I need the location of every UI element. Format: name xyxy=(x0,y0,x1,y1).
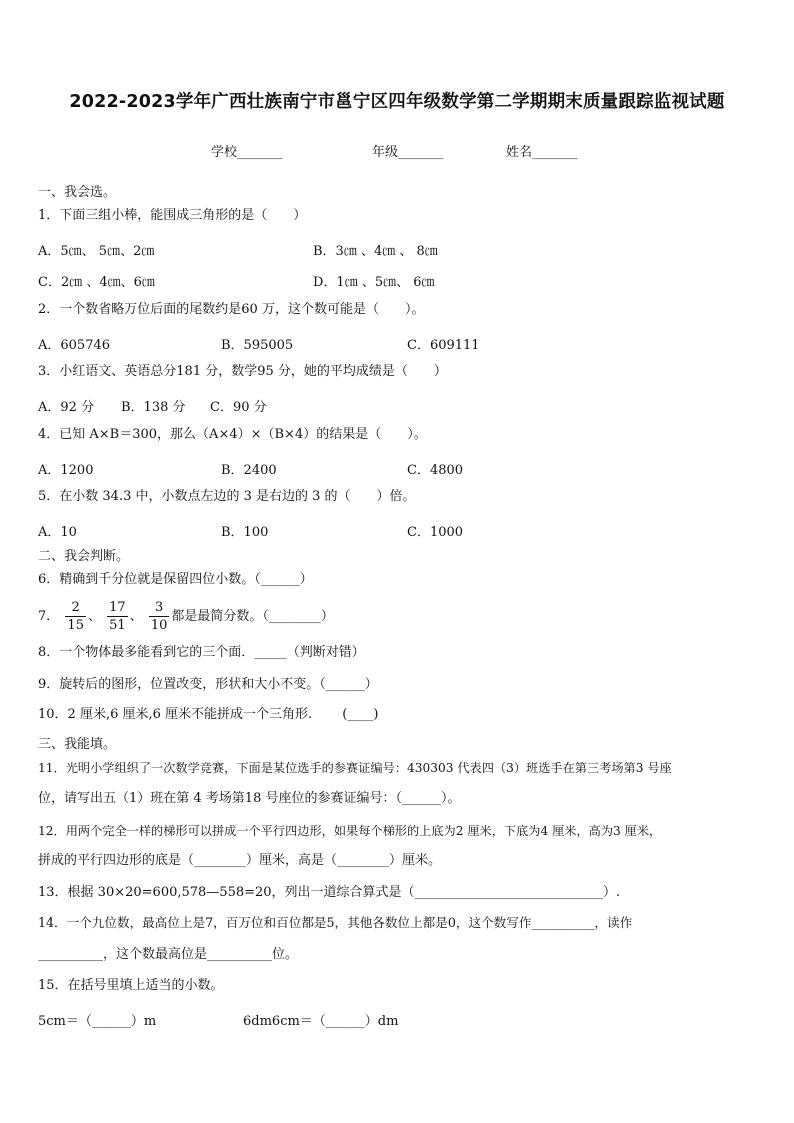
section-heading-judge: 二、我会判断。 xyxy=(38,549,130,564)
question-1-option-d: D．1㎝ 、5㎝、 6㎝ xyxy=(313,275,435,290)
question-3-option-b: B．138 分 xyxy=(121,400,186,415)
grade-label: 年级 xyxy=(372,145,399,160)
grade-field xyxy=(372,141,444,160)
question-7-suffix: 都是最简分数。（________） xyxy=(171,609,334,624)
question-15-item-b: 6dm6cm＝（______）dm xyxy=(243,1014,399,1029)
question-2-stem: 2．一个数省略万位后面的尾数约是60 万，这个数可能是（ ）。 xyxy=(38,302,425,317)
question-2-option-b: B．595005 xyxy=(221,338,294,353)
question-11-line-1: 11．光明小学组织了一次数学竞赛，下面是某位选手的参赛证编号：430303 代表四（3）班选手在第三考场第3 号座 xyxy=(38,761,672,775)
question-5-option-c: C．1000 xyxy=(407,525,464,540)
fraction-denominator: 10 xyxy=(150,618,168,633)
exam-title: 2022-2023学年广西壮族南宁市邕宁区四年级数学第二学期期末质量跟踪监视试题 xyxy=(69,92,725,112)
fraction-denominator: 51 xyxy=(109,618,126,633)
question-3-option-c: C．90 分 xyxy=(210,400,267,415)
fraction-3-10 xyxy=(149,599,170,634)
question-1-option-a: A．5㎝、 5㎝、2㎝ xyxy=(38,244,155,259)
question-10: 10．2 厘米,6 厘米,6 厘米不能拼成一个三角形. (____) xyxy=(38,707,379,722)
question-4-option-c: C．4800 xyxy=(407,463,464,478)
grade-blank: _______ xyxy=(398,145,444,160)
fraction-denominator: 15 xyxy=(67,618,84,633)
question-2-option-c: C．609111 xyxy=(407,338,480,353)
name-label: 姓名 xyxy=(506,145,533,160)
question-1-option-c: C．2㎝ 、4㎝、6㎝ xyxy=(38,275,155,290)
section-heading-fill: 三、我能填。 xyxy=(38,737,117,752)
question-3-stem: 3．小红语文、英语总分181 分，数学95 分，她的平均成绩是（ ） xyxy=(38,364,447,379)
name-field xyxy=(506,141,578,160)
school-label: 学校 xyxy=(211,145,238,160)
question-5-option-b: B．100 xyxy=(221,525,269,540)
question-2-option-a: A．605746 xyxy=(38,338,111,353)
question-4-option-b: B．2400 xyxy=(221,463,277,478)
separator: 、 xyxy=(87,609,101,624)
fraction-numerator: 17 xyxy=(109,600,126,615)
question-13: 13．根据 30×20=600,578—558=20，列出一道综合算式是（_____________________________）. xyxy=(38,885,621,900)
fraction-numerator: 3 xyxy=(154,600,164,615)
question-1-stem: 1．下面三组小棒，能围成三角形的是（ ） xyxy=(38,208,307,223)
question-7 xyxy=(38,597,334,637)
question-1-option-b: B．3㎝ 、4㎝ 、 8㎝ xyxy=(313,244,438,259)
fraction-numerator: 2 xyxy=(71,600,80,615)
question-12-line-2: 拼成的平行四边形的底是（________）厘米，高是（________）厘米。 xyxy=(38,853,442,868)
question-14-line-2: __________，这个数最高位是__________位。 xyxy=(38,947,299,962)
question-8: 8．一个物体最多能看到它的三个面．_____（判断对错） xyxy=(38,645,365,660)
question-3-option-a: A．92 分 xyxy=(38,400,95,415)
question-11-line-2: 位，请写出五（1）班在第 4 考场第18 号座位的参赛证编号：（______）。 xyxy=(38,791,461,806)
separator: 、 xyxy=(129,609,143,624)
question-4-option-a: A．1200 xyxy=(38,463,94,478)
question-5-option-a: A．10 xyxy=(38,525,77,540)
question-14-line-1: 14．一个九位数，最高位上是7，百万位和百位都是5，其他各数位上都是0，这个数写作__________，读作 xyxy=(38,915,633,930)
question-15-item-a: 5cm＝（______）m xyxy=(38,1014,157,1029)
section-heading-choice: 一、我会选。 xyxy=(38,185,117,200)
school-field xyxy=(211,141,283,160)
question-7-prefix: 7． xyxy=(38,609,60,624)
fraction-17-51 xyxy=(107,599,128,634)
question-9: 9．旋转后的图形，位置改变，形状和大小不变。（______） xyxy=(38,677,378,692)
question-6: 6．精确到千分位就是保留四位小数。（______） xyxy=(38,572,313,587)
question-5-stem: 5．在小数 34.3 中，小数点左边的 3 是右边的 3 的（ ）倍。 xyxy=(38,489,416,504)
name-blank: _______ xyxy=(532,145,578,160)
school-blank: _______ xyxy=(237,145,283,160)
question-4-stem: 4．已知 A×B＝300，那么（A×4）×（B×4）的结果是（ ）。 xyxy=(38,427,427,442)
question-12-line-1: 12．用两个完全一样的梯形可以拼成一个平行四边形，如果每个梯形的上底为2 厘米，下底为4 厘米，高为3 厘米， xyxy=(38,824,662,838)
question-15-stem: 15．在括号里填上适当的小数。 xyxy=(38,978,224,993)
fraction-2-15 xyxy=(65,599,86,634)
